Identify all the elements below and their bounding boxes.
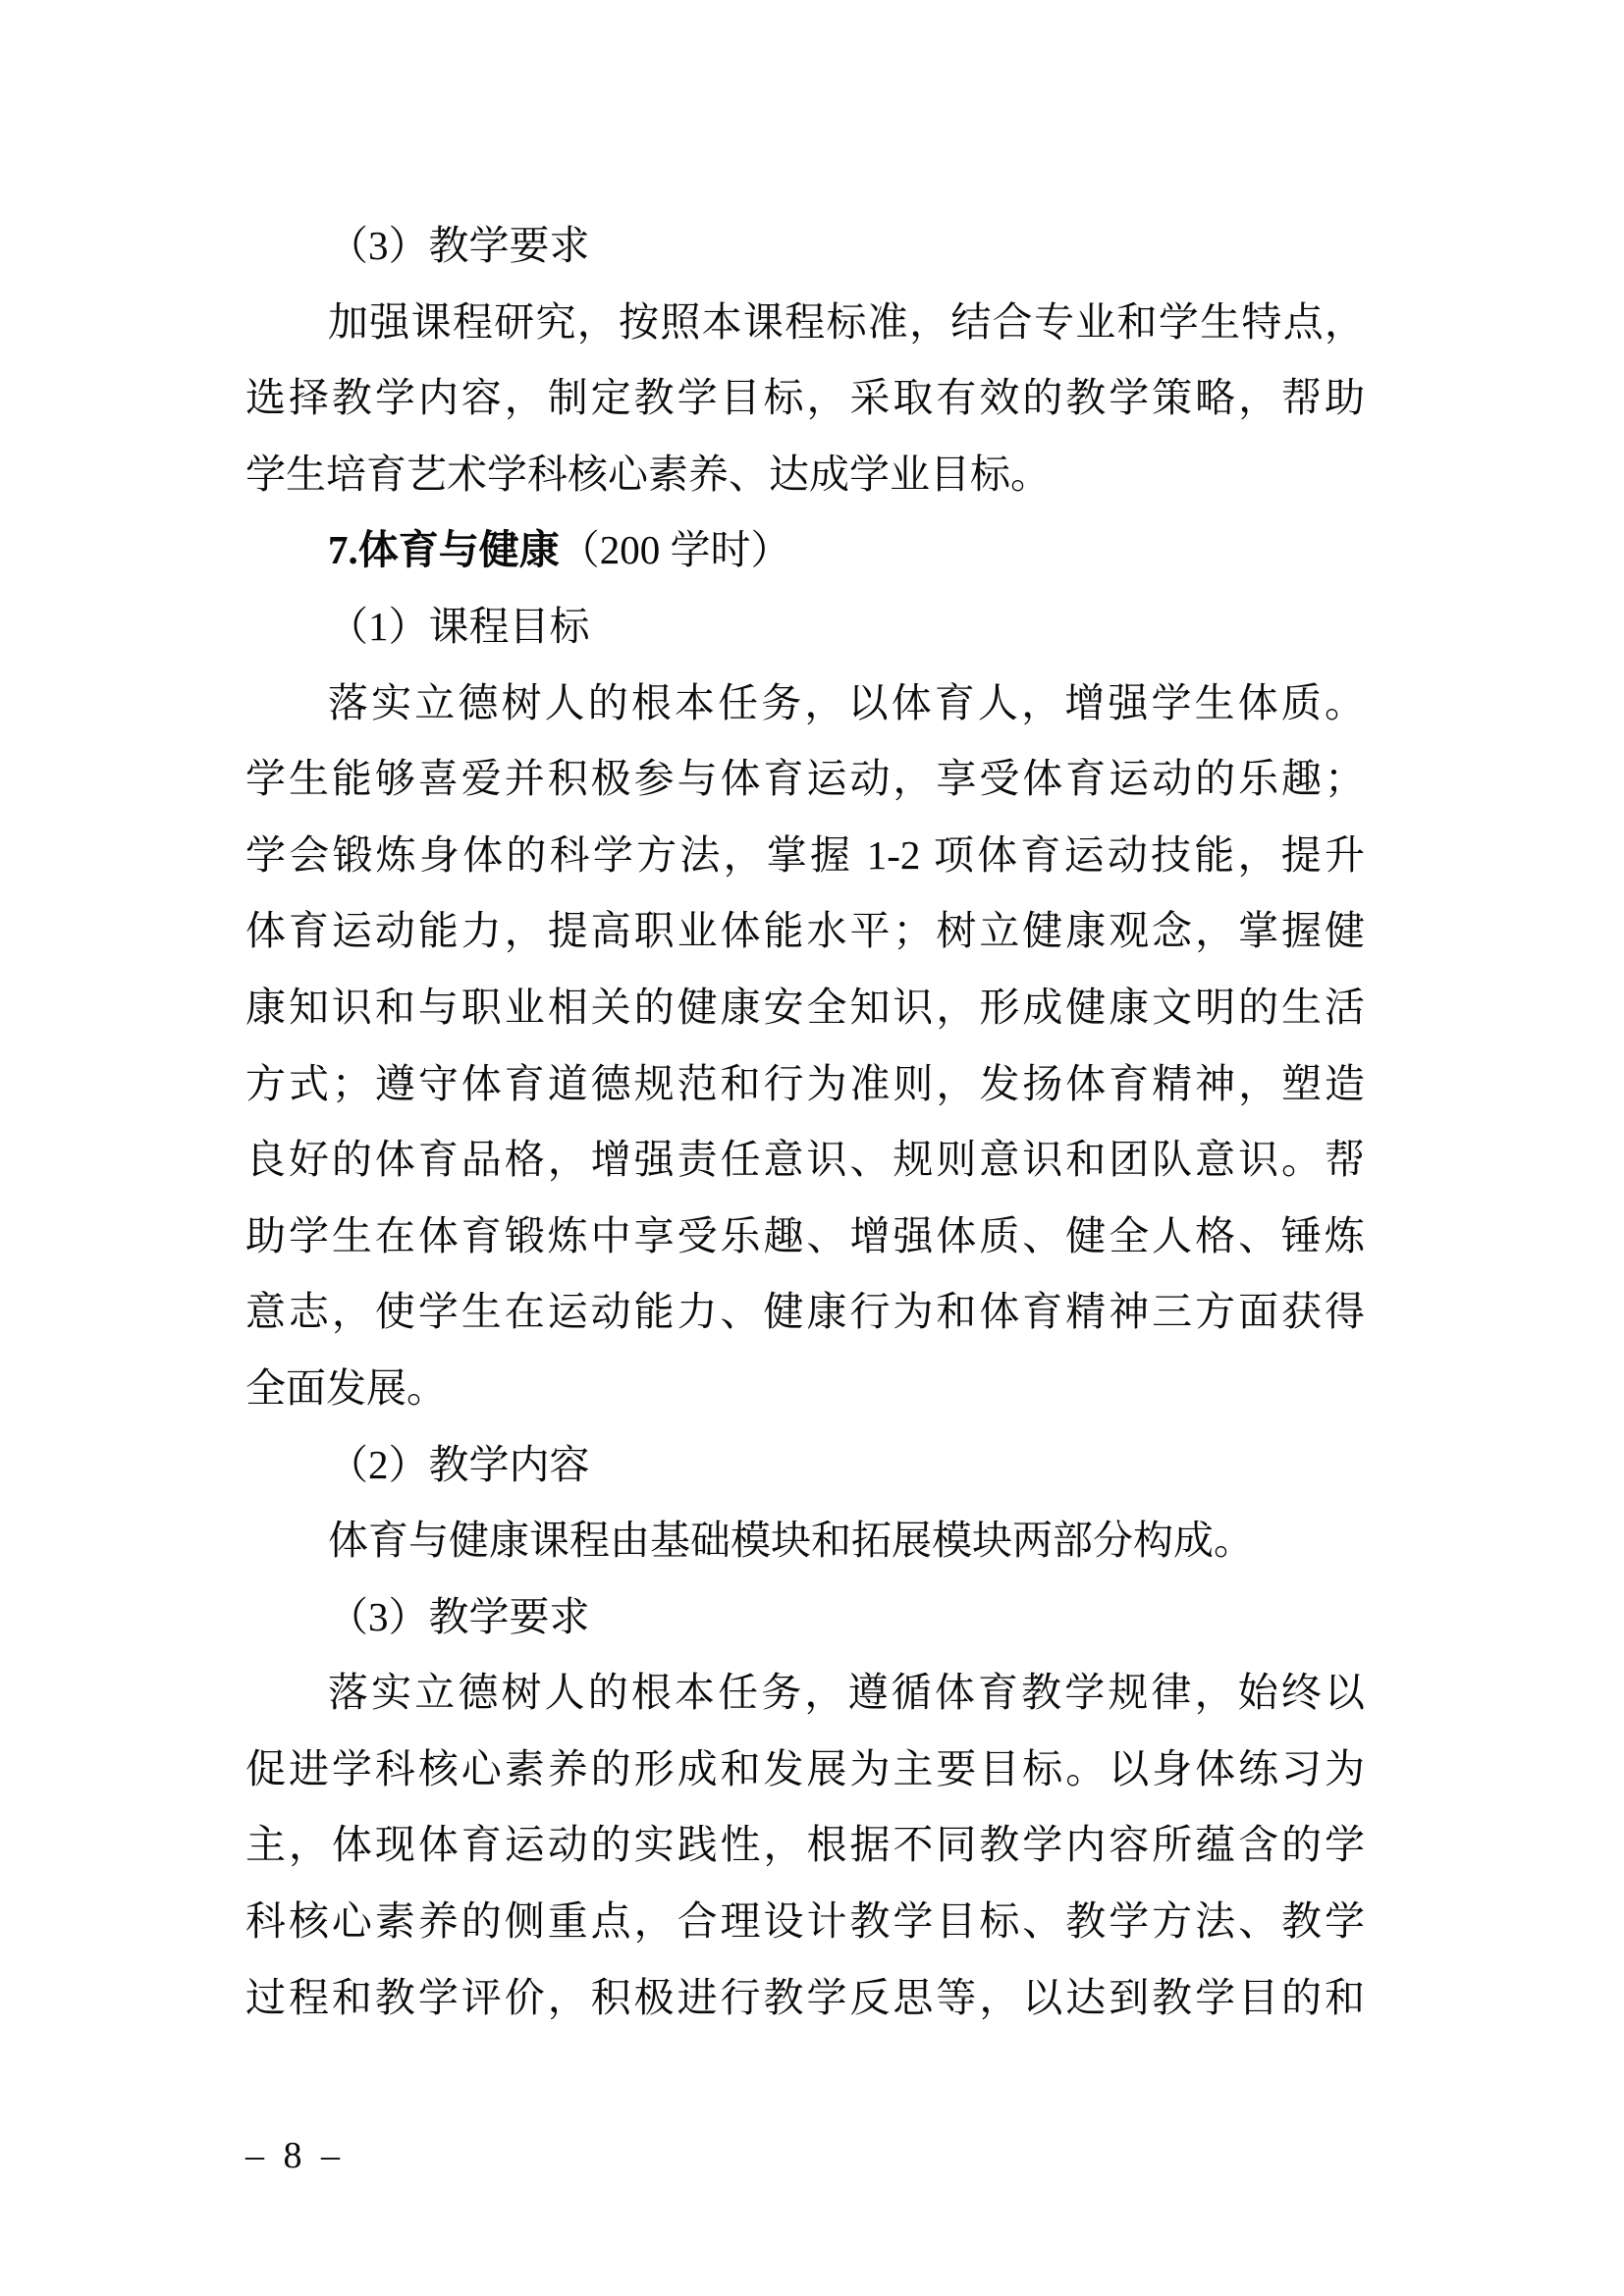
text-line: 学会锻炼身体的科学方法，掌握 1-2 项体育运动技能，提升 <box>245 831 1365 878</box>
text-line: 体育与健康课程由基础模块和拓展模块两部分构成。 <box>328 1518 1254 1564</box>
section-heading-line <box>245 512 1365 589</box>
text-line: （3）教学要求 <box>328 1593 590 1639</box>
text-line: 过程和教学评价，积极进行教学反思等，以达到教学目的和 <box>245 1974 1365 2020</box>
text-line: 学生培育艺术学科核心素养、达成学业目标。 <box>245 451 1051 497</box>
text-line: 方式；遵守体育道德规范和行为准则，发扬体育精神，塑造 <box>245 1060 1365 1106</box>
text-line: 助学生在体育锻炼中享受乐趣、增强体质、健全人格、锤炼 <box>245 1212 1365 1258</box>
heading-regular-text: （200 学时） <box>559 527 791 573</box>
text-line: 主，体现体育运动的实践性，根据不同教学内容所蕴含的学 <box>245 1822 1365 1868</box>
heading-bold-text: 7.体育与健康 <box>328 527 560 573</box>
text-line: （1）课程目标 <box>328 603 590 649</box>
text-line: 康知识和与职业相关的健康安全知识，形成健康文明的生活 <box>245 984 1365 1030</box>
text-line: （3）教学要求 <box>328 223 590 268</box>
text-line: 良好的体育品格，增强责任意识、规则意识和团队意识。帮 <box>245 1137 1365 1183</box>
text-line: 促进学科核心素养的形成和发展为主要目标。以身体练习为 <box>245 1745 1365 1791</box>
text-line: 全面发展。 <box>245 1364 447 1411</box>
text-line: 体育运动能力，提高职业体能水平；树立健康观念，掌握健 <box>245 908 1365 954</box>
text-line: 科核心素养的侧重点，合理设计教学目标、教学方法、教学 <box>245 1898 1365 1945</box>
text-line: （2）教学内容 <box>328 1441 590 1487</box>
text-line: 落实立德树人的根本任务，遵循体育教学规律，始终以 <box>328 1670 1365 1716</box>
text-line: 学生能够喜爱并积极参与体育运动，享受体育运动的乐趣； <box>245 756 1365 802</box>
text-line: 落实立德树人的根本任务，以体育人，增强学生体质。 <box>328 679 1365 725</box>
page-number: – 8 – <box>245 2135 345 2176</box>
text-line: 意志，使学生在运动能力、健康行为和体育精神三方面获得 <box>245 1289 1365 1335</box>
text-line: 选择教学内容，制定教学目标，采取有效的教学策略，帮助 <box>245 375 1365 421</box>
text-line: 加强课程研究，按照本课程标准，结合专业和学生特点， <box>328 298 1365 345</box>
document-body <box>245 208 1365 2036</box>
